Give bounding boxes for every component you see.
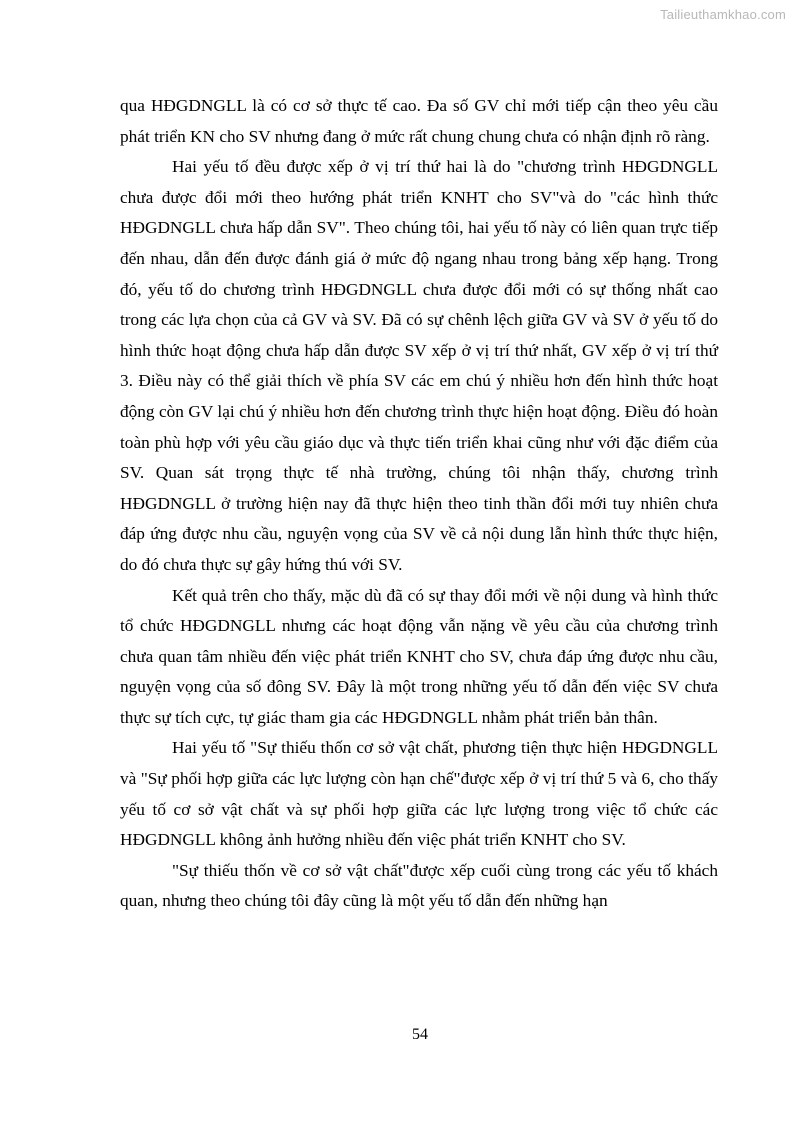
paragraph-1: qua HĐGDNGLL là có cơ sở thực tế cao. Đa số GV chỉ mới tiếp cận theo yêu cầu phát triển KN cho SV nhưng đang ở mức rất chung chung chưa có nhận định rõ ràng.	[120, 96, 718, 146]
paragraph-4: Hai yếu tố "Sự thiếu thốn cơ sở vật chất, phương tiện thực hiện HĐGDNGLL và "Sự phối hợp giữa các lực lượng còn hạn chế"được xếp ở vị trí thứ 5 và 6, cho thấy yếu tố cơ sở vật chất và sự phối hợp giữa các lực lượng trong việc tổ chức các HĐGDNGLL không ảnh hưởng nhiều đến việc phát triển KNHT cho SV.	[120, 738, 718, 850]
document-body	[120, 91, 718, 917]
page-number: 54	[412, 1026, 428, 1043]
paragraph-5: "Sự thiếu thốn về cơ sở vật chất"được xếp cuối cùng trong các yếu tố khách quan, nhưng theo chúng tôi đây cũng là một yếu tố dẫn đến những hạn	[120, 860, 718, 911]
paragraph-2: Hai yếu tố đều được xếp ở vị trí thứ hai là do "chương trình HĐGDNGLL chưa được đổi mới theo hướng phát triển KNHT cho SV"và do "các hình thức HĐGDNGLL chưa hấp dẫn SV". Theo chúng tôi, hai yếu tố này có liên quan trực tiếp đến nhau, dẫn đến được đánh giá ở mức độ ngang nhau trong bảng xếp hạng. Trong đó, yếu tố do chương trình HĐGDNGLL chưa được đổi mới có sự thống nhất cao trong các lựa chọn của cả GV và SV. Đã có sự chênh lệch giữa GV và SV ở yếu tố do hình thức hoạt động chưa hấp dẫn được SV xếp ở vị trí thứ nhất, GV xếp ở vị trí thứ 3. Điều này có thể giải thích về phía SV các em chú ý nhiều hơn đến hình thức hoạt động còn GV lại chú ý nhiều hơn đến chương trình thực hiện hoạt động. Điều đó hoàn toàn phù hợp với yêu cầu giáo dục và thực tiến triển khai cũng như với đặc điểm của SV. Quan sát trọng thực tế nhà trường, chúng tôi nhận thấy, chương trình HĐGDNGLL ở trường hiện nay đã thực hiện theo tinh thần đổi mới tuy nhiên chưa đáp ứng được nhu cầu, nguyện vọng của SV về cả nội dung lẫn hình thức thực hiện, do đó chưa thực sự gây hứng thú với SV.	[120, 157, 718, 574]
watermark-text: Tailieuthamkhao.com	[660, 7, 786, 22]
paragraph-3: Kết quả trên cho thấy, mặc dù đã có sự thay đổi mới về nội dung và hình thức tổ chức HĐGDNGLL nhưng các hoạt động vẫn nặng về yêu cầu của chương trình chưa quan tâm nhiều đến việc phát triển KNHT cho SV, chưa đáp ứng được nhu cầu, nguyện vọng của số đông SV. Đây là một trong những yếu tố dẫn đến việc SV chưa thực sự tích cực, tự giác tham gia các HĐGDNGLL nhằm phát triển bản thân.	[120, 585, 718, 727]
